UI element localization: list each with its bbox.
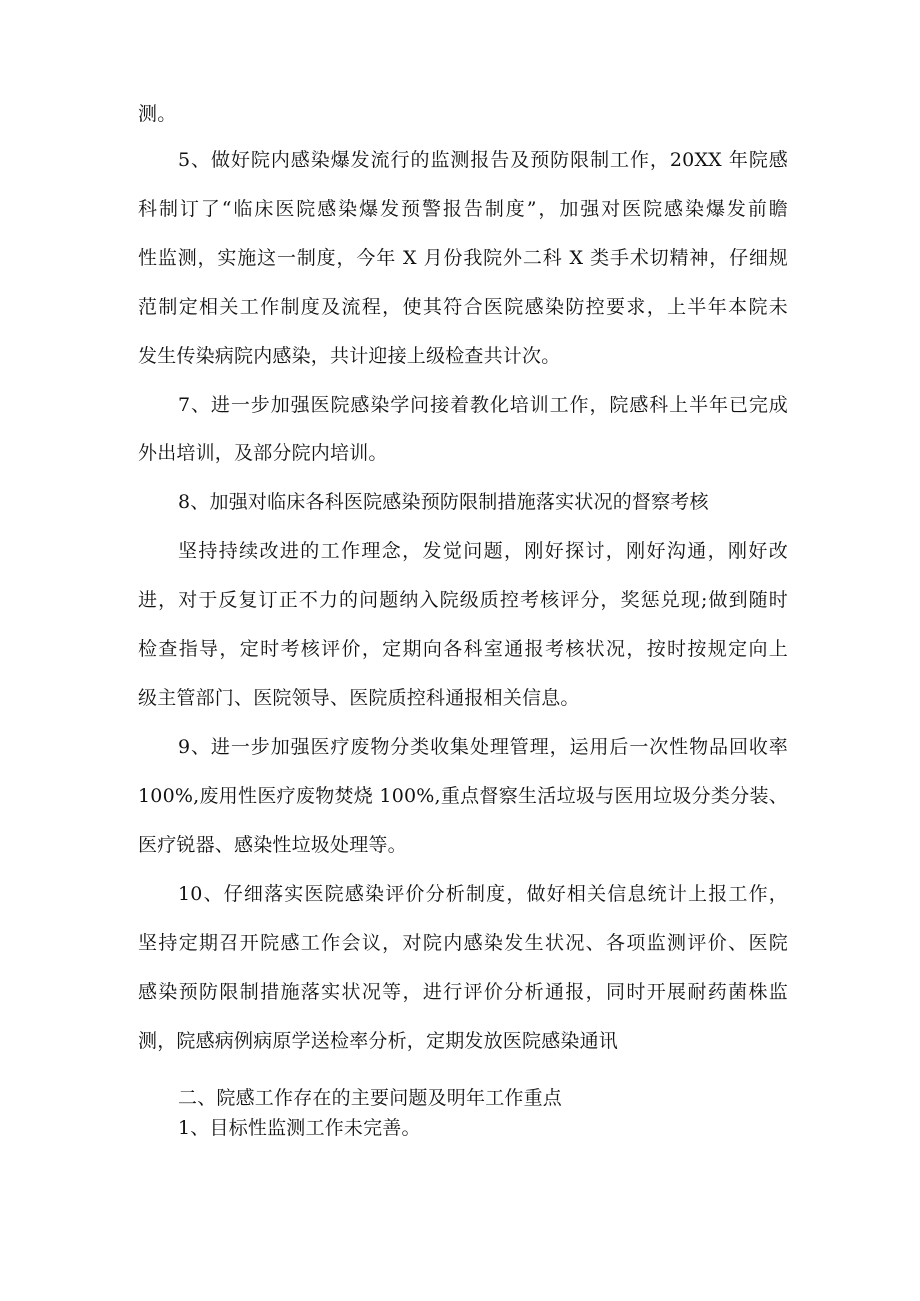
paragraph-10-line-2: 坚持定期召开院感工作会议，对院内感染发生状况、各项监测评价、医院 bbox=[138, 932, 788, 954]
paragraph-7-line-1: 7、进一步加强医院感染学问接着教化培训工作，院感科上半年已完成 bbox=[178, 394, 788, 416]
paragraph-9-line-3: 医疗锐器、感染性垃圾处理等。 bbox=[138, 834, 407, 856]
paragraph-9-line-2: 100%,废用性医疗废物焚烧 100%,重点督察生活垃圾与医用垃圾分类分装、 bbox=[138, 785, 788, 807]
paragraph-9-line-1: 9、进一步加强医疗废物分类收集处理管理，运用后一次性物品回收率 bbox=[178, 736, 788, 758]
paragraph-10-line-1: 10、仔细落实医院感染评价分析制度，做好相关信息统计上报工作， bbox=[178, 883, 788, 905]
section-heading-8: 8、加强对临床各科医院感染预防限制措施落实状况的督察考核 bbox=[178, 491, 709, 513]
paragraph-8-line-2: 进，对于反复订正不力的问题纳入院级质控考核评分，奖惩兑现;做到随时 bbox=[138, 589, 788, 611]
paragraph-10-line-4: 测，院感病例病原学送检率分析，定期发放医院感染通讯 bbox=[138, 1030, 619, 1052]
paragraph-8-line-1: 坚持持续改进的工作理念，发觉问题，刚好探讨，刚好沟通，刚好改 bbox=[178, 540, 788, 562]
paragraph-7-line-2: 外出培训，及部分院内培训。 bbox=[138, 442, 388, 464]
section-heading-2: 二、院感工作存在的主要问题及明年工作重点 bbox=[178, 1087, 563, 1109]
paragraph-8-line-3: 检查指导，定时考核评价，定期向各科室通报考核状况，按时按规定向上 bbox=[138, 638, 788, 660]
paragraph-8-line-4: 级主管部门、医院领导、医院质控科通报相关信息。 bbox=[138, 687, 580, 709]
paragraph-10-line-3: 感染预防限制措施落实状况等，进行评价分析通报，同时开展耐药菌株监 bbox=[138, 981, 788, 1003]
text-line: 测。 bbox=[138, 103, 177, 125]
list-item-1: 1、目标性监测工作未完善。 bbox=[178, 1117, 421, 1139]
paragraph-5-line-3: 性监测，实施这一制度，今年 X 月份我院外二科 X 类手术切精神，仔细规 bbox=[138, 247, 788, 269]
paragraph-5-line-5: 发生传染病院内感染，共计迎接上级检查共计次。 bbox=[138, 345, 561, 367]
paragraph-5-line-4: 范制定相关工作制度及流程，使其符合医院感染防控要求，上半年本院未 bbox=[138, 296, 788, 318]
paragraph-5-line-1: 5、做好院内感染爆发流行的监测报告及预防限制工作，20XX 年院感 bbox=[178, 149, 788, 171]
paragraph-5-line-2: 科制订了“临床医院感染爆发预警报告制度”，加强对医院感染爆发前瞻 bbox=[138, 198, 788, 220]
